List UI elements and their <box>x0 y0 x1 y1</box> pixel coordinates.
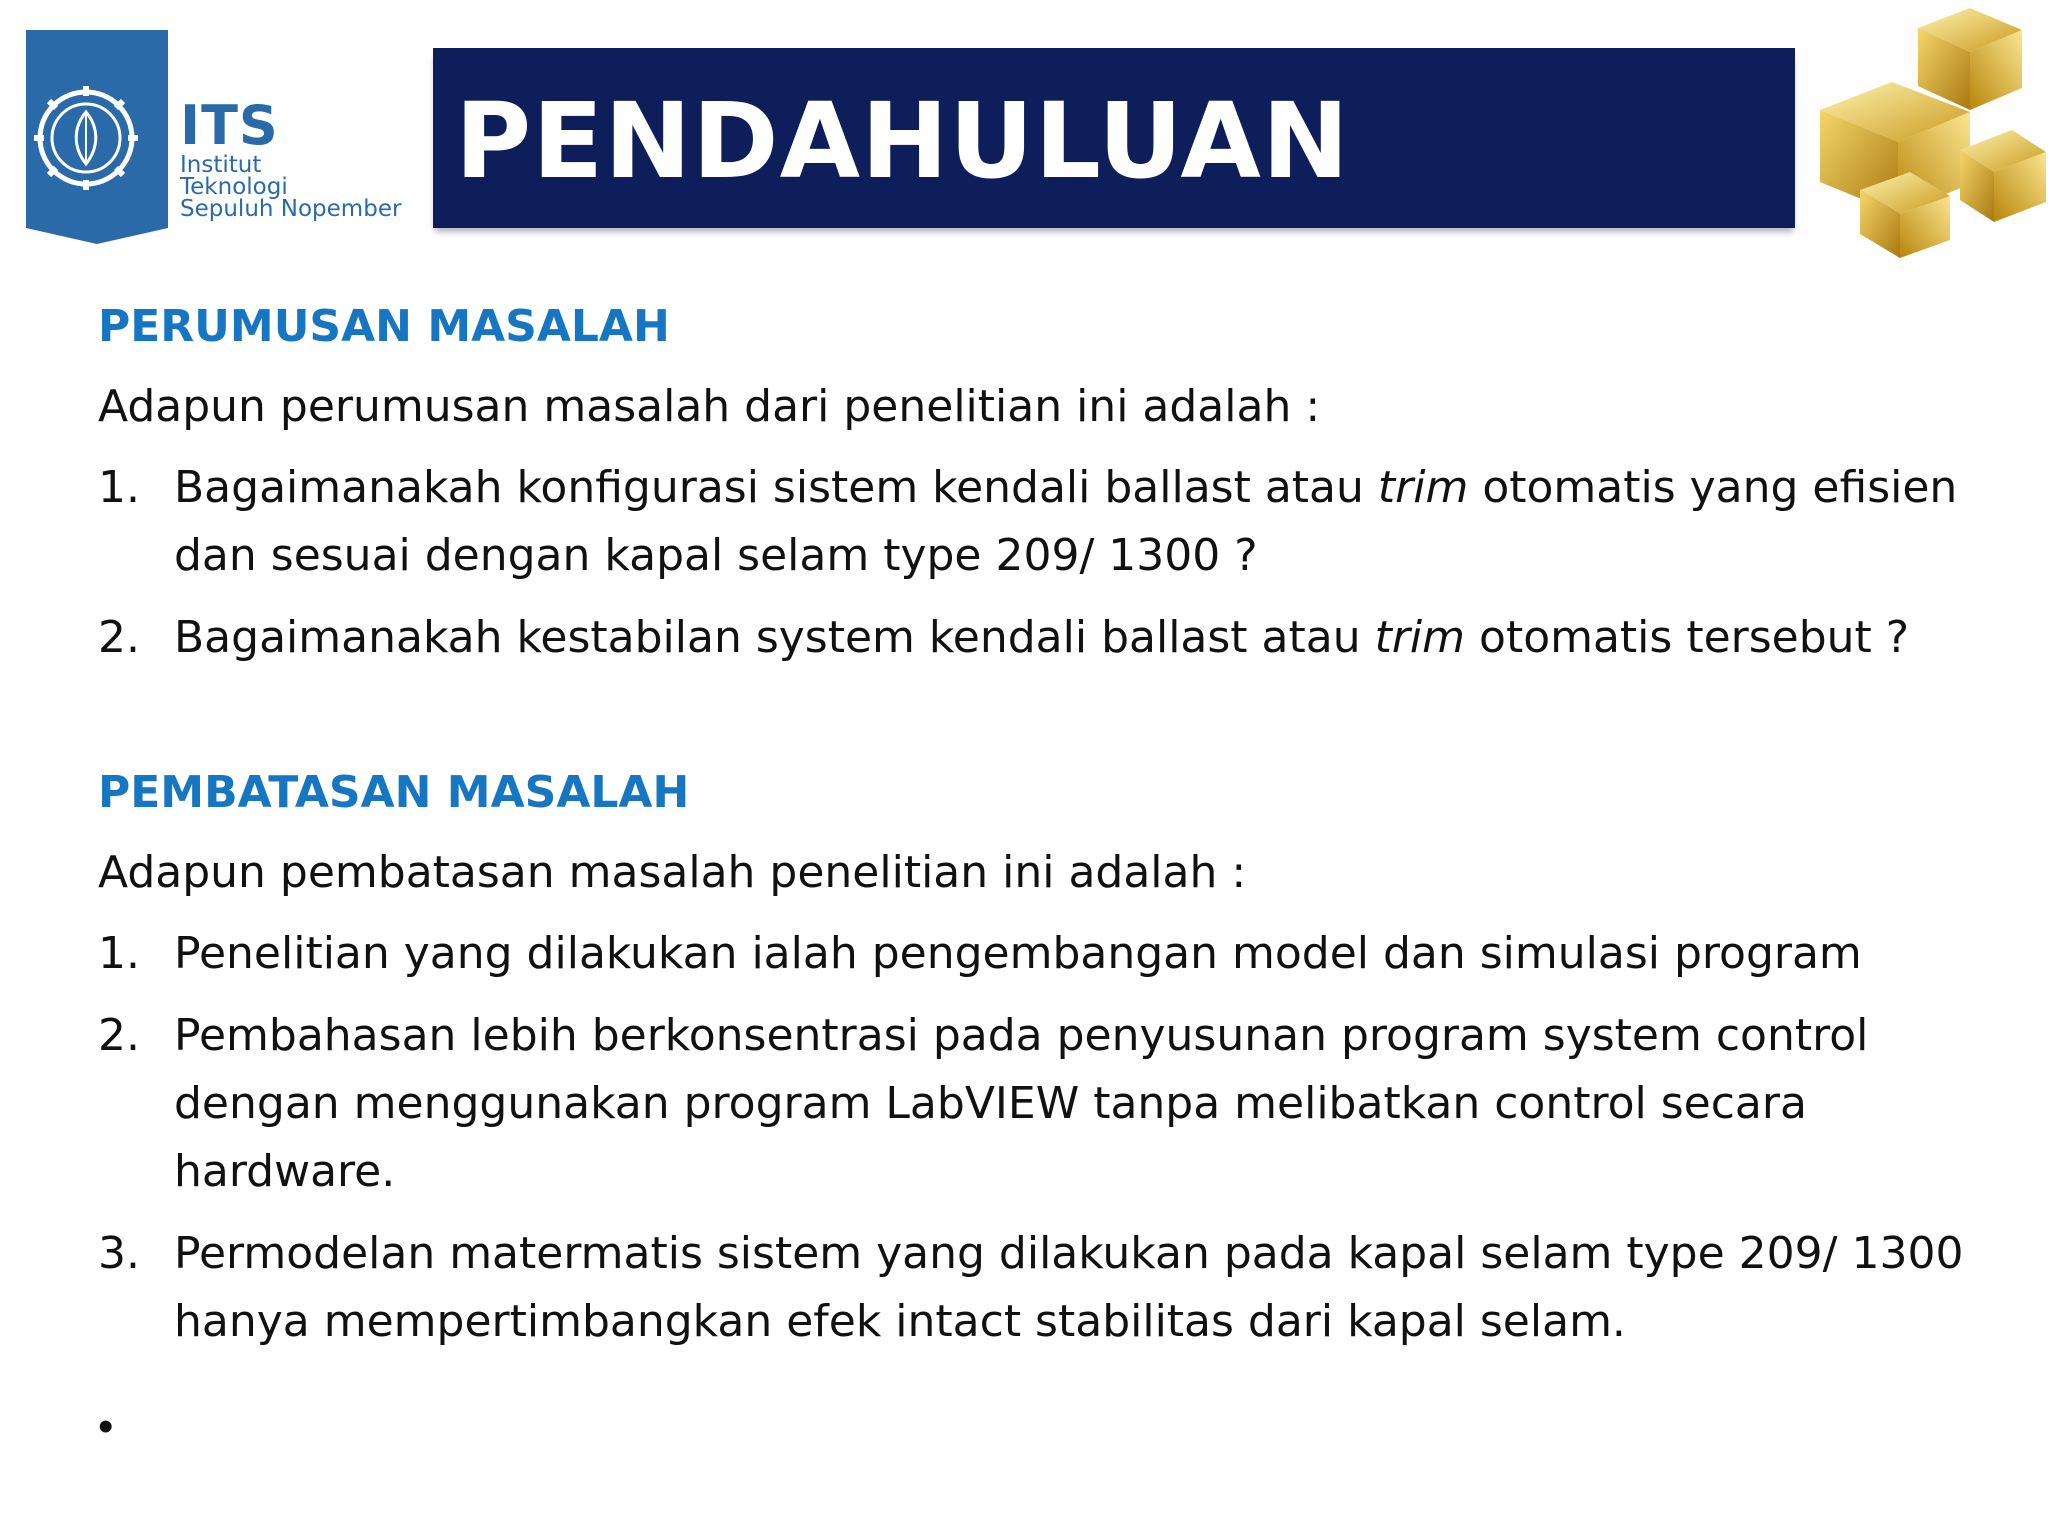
section-heading-pembatasan: PEMBATASAN MASALAH <box>98 767 690 818</box>
list-number: 3. <box>98 1228 140 1279</box>
list-number: 2. <box>98 1010 140 1061</box>
list-item <box>98 1220 2008 1356</box>
list-text-italic: trim <box>1374 612 1466 663</box>
slide-content <box>98 298 2008 1370</box>
list-item <box>98 1002 2008 1206</box>
list-text: Permodelan matermatis sistem yang dilakukan pada kapal selam type 209/ 1300 hanya mempertimbangkan efek intact stabilitas dari kapal selam. <box>174 1228 1964 1347</box>
title-bar <box>433 48 1795 228</box>
list-number: 1. <box>98 928 140 979</box>
gold-cubes-icon <box>1800 0 2048 262</box>
list-text: otomatis yang efisien dan sesuai dengan kapal selam type 209/ 1300 ? <box>174 462 1958 581</box>
list-item <box>98 454 2008 590</box>
pembatasan-list <box>98 920 2008 1356</box>
logo-line-3: Sepuluh Nopember <box>180 196 402 222</box>
its-shield-icon <box>26 30 168 244</box>
logo-line-1: Institut <box>180 152 262 178</box>
its-logo <box>0 0 430 262</box>
section-heading-perumusan: PERUMUSAN MASALAH <box>98 301 670 352</box>
page-title: PENDAHULUAN <box>455 80 1350 202</box>
list-item <box>98 604 2008 672</box>
list-text: Penelitian yang dilakukan ialah pengembangan model dan simulasi program <box>174 928 1862 979</box>
list-text: Pembahasan lebih berkonsentrasi pada penyusunan program system control dengan menggunakan program LabVIEW tanpa melibatkan control secara hardware. <box>174 1010 1869 1197</box>
pembatasan-intro: Adapun pembatasan masalah penelitian ini adalah : <box>98 847 1247 898</box>
perumusan-list <box>98 454 2008 672</box>
perumusan-section <box>98 298 2008 672</box>
pembatasan-section <box>98 764 2008 1356</box>
logo-acronym: ITS <box>180 94 279 157</box>
list-item <box>98 920 2008 988</box>
list-text-italic: trim <box>1377 462 1469 513</box>
list-number: 1. <box>98 462 140 513</box>
logo-text <box>180 94 420 222</box>
list-text: Bagaimanakah konfigurasi sistem kendali ballast atau <box>174 462 1378 513</box>
trailing-bullet: • <box>98 1402 114 1451</box>
logo-line-2: Teknologi <box>180 174 288 200</box>
list-text: Bagaimanakah kestabilan system kendali ballast atau <box>174 612 1375 663</box>
list-text: otomatis tersebut ? <box>1465 612 1910 663</box>
list-number: 2. <box>98 612 140 663</box>
perumusan-intro: Adapun perumusan masalah dari penelitian ini adalah : <box>98 381 1321 432</box>
